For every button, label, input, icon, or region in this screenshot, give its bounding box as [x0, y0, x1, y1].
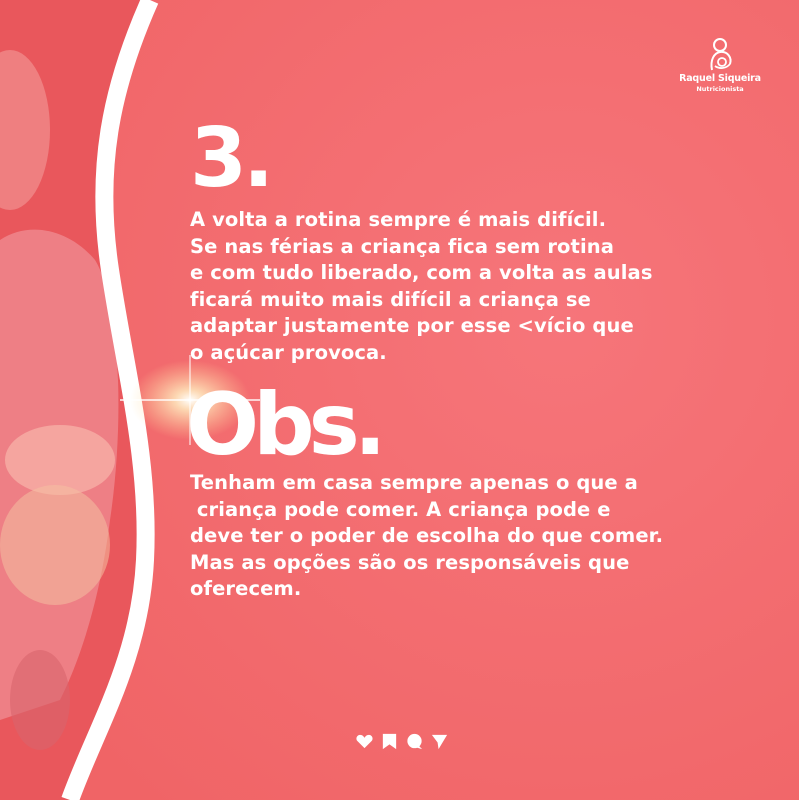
obs-line: Mas as opções são os responsáveis que	[190, 550, 630, 574]
brand-name: Raquel Siqueira	[679, 73, 761, 84]
obs-line: criança pode comer. A criança pode e	[190, 497, 611, 521]
point-line: ficará muito mais difícil a criança se	[190, 287, 591, 311]
point-line: A volta a rotina sempre é mais difícil.	[190, 208, 607, 231]
bookmark-icon[interactable]	[380, 732, 399, 751]
heart-icon[interactable]	[355, 732, 374, 751]
point-line: adaptar justamente por esse <vício que	[190, 314, 634, 337]
point-line: e com tudo liberado, com a volta as aulas	[190, 261, 653, 284]
point-text	[190, 207, 653, 366]
point-line: Se nas férias a criança fica sem rotina	[190, 234, 614, 258]
brand-title: Nutricionista	[696, 85, 744, 93]
share-icon[interactable]	[430, 732, 449, 751]
mother-baby-icon	[702, 36, 738, 72]
obs-line: deve ter o poder de escolha do que comer.	[190, 524, 664, 547]
point-number: 3.	[190, 111, 271, 206]
obs-line: Tenham em casa sempre apenas o que a	[190, 471, 638, 494]
obs-text	[190, 470, 663, 603]
social-actions	[355, 731, 449, 751]
brand-logo	[670, 36, 770, 93]
obs-line: oferecem.	[190, 577, 302, 600]
comment-icon[interactable]	[405, 732, 424, 751]
point-line: o açúcar provoca.	[190, 340, 387, 364]
obs-heading: Obs.	[186, 375, 381, 475]
